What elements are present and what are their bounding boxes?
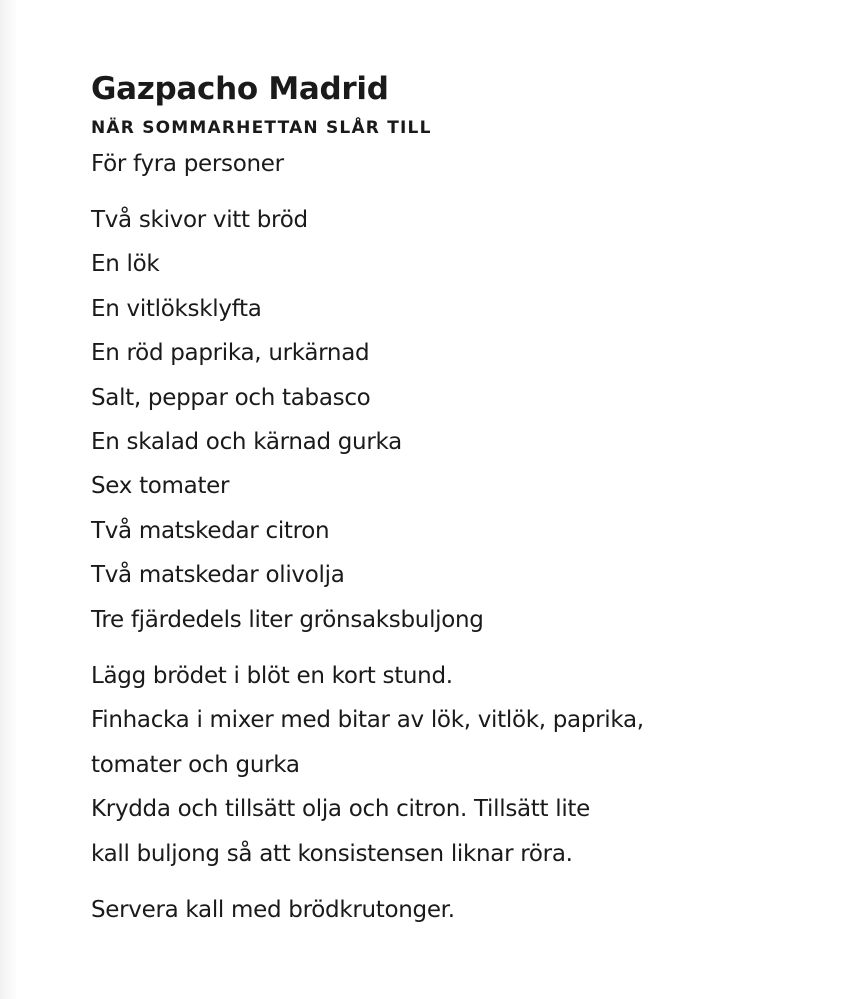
- instruction-line: kall buljong så att konsistensen liknar röra.: [91, 840, 573, 867]
- ingredient-item: En lök: [91, 251, 160, 278]
- ingredient-item: En röd paprika, urkärnad: [91, 340, 370, 367]
- ingredient-item: Två matskedar citron: [91, 517, 330, 544]
- page-edge-shadow: [0, 0, 18, 999]
- instruction-line: tomater och gurka: [91, 751, 300, 778]
- ingredient-item: Två matskedar olivolja: [91, 562, 345, 589]
- ingredient-item: Tre fjärdedels liter grönsaksbuljong: [91, 606, 484, 633]
- instruction-block: [91, 654, 851, 876]
- ingredient-item: En vitlöksklyfta: [91, 295, 262, 322]
- ingredient-item: Två skivor vitt bröd: [91, 207, 308, 233]
- servings-text: För fyra personer: [91, 151, 284, 177]
- ingredient-item: Salt, peppar och tabasco: [91, 384, 371, 411]
- ingredient-item: En skalad och kärnad gurka: [91, 429, 402, 456]
- ingredient-item: Sex tomater: [91, 473, 230, 500]
- recipe-subtitle: NÄR SOMMARHETTAN SLÅR TILL: [91, 118, 432, 138]
- instruction-line: Lägg brödet i blöt en kort stund.: [91, 663, 453, 690]
- serving-note: Servera kall med brödkrutonger.: [91, 897, 455, 924]
- recipe-card: [91, 66, 851, 933]
- instruction-line: Krydda och tillsätt olja och citron. Tillsätt lite: [91, 796, 590, 823]
- instruction-line: Finhacka i mixer med bitar av lök, vitlök, paprika,: [91, 707, 644, 734]
- recipe-title: Gazpacho Madrid: [91, 71, 389, 107]
- ingredient-list: [91, 198, 851, 642]
